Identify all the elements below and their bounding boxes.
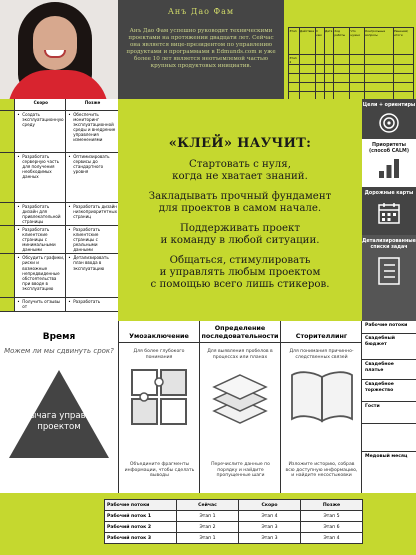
workstream-table <box>104 499 363 544</box>
list-item: • Разработать клиентские страницы с реальными данными <box>68 227 117 252</box>
list-header: Рабочие потоки <box>362 321 416 334</box>
table-header <box>0 99 15 110</box>
method-column <box>200 321 281 493</box>
table-header: Позже <box>301 500 363 511</box>
list-item: Свадебный бюджет <box>362 334 416 360</box>
target-icon <box>378 112 400 134</box>
layers-icon <box>210 367 270 427</box>
table-header: Позже <box>66 99 118 110</box>
method-purpose: Для понимания причинно-следственных связей <box>289 349 354 360</box>
priority-icon <box>377 157 401 179</box>
table-header: Контрольные вопросы <box>364 28 393 55</box>
calendar-icon <box>377 201 401 225</box>
triangle-label: Три рычага управления проектом <box>5 411 113 432</box>
method-title: Сторителлинг <box>281 321 362 343</box>
list-item: • Обеспечить мониторинг эксплуатационной среды и внедрение управления изменениями <box>68 112 117 143</box>
list-item: • Создать эксплуатационную среду <box>17 112 64 127</box>
method-action: Изложите историю, собрав всю доступную информацию, и найдите несостыковки <box>285 462 358 479</box>
table-header: Этап <box>289 28 300 55</box>
author-description: Анъ Дао Фам успешно руководит техническими проектами на протяжении двадцати лет. Сейчас она является вице-президентом по управлению продуктами и программами в Edmunds.com и уже более 10 лет является неотъемлемой частью крупных продуктовых инициатив. <box>126 28 276 69</box>
list-item: • Обсудить графики, риски и возможные непредвиденные обстоятельства при вводе в эксплуатацию <box>17 255 64 291</box>
table-header: Скоро <box>15 99 66 110</box>
list-item: • Разработать серверную часть для получения необходимых данных <box>17 154 64 179</box>
promise-item: Стартовать с нуля, когда не хватает знаний. <box>172 159 308 182</box>
list-item: • Разработать <box>68 299 117 304</box>
promise-item: Поддерживать проект и команду в любой ситуации. <box>160 223 320 246</box>
checklist-icon <box>376 256 402 286</box>
promise-item: Закладывать прочный фундамент для проектов в самом начале. <box>148 191 332 214</box>
tool-goals: Цели + ориентиры <box>362 99 416 139</box>
table-header: Что нужно <box>350 28 365 55</box>
table-row: Рабочий поток 1 Этап 1 Этап 4 Этап 5 <box>105 511 363 522</box>
now-soon-later-table <box>0 99 118 321</box>
time-question: Можем ли мы сдвинуть срок? <box>4 347 114 355</box>
method-action: Перечислите данные по порядку и найдите пропущенные шаги <box>211 462 270 479</box>
table-header: Действие <box>299 28 315 55</box>
list-item: Свадебное платье <box>362 360 416 380</box>
list-item: Гости <box>362 402 416 424</box>
author-name: Анъ Дао Фам <box>167 7 235 16</box>
analysis-methods <box>118 321 362 493</box>
time-lever <box>0 321 118 493</box>
method-purpose: Для более глубокого понимания <box>133 349 185 360</box>
promise-item: Общаться, стимулировать и управлять любым проектом с помощью всего лишь стикеров. <box>150 255 330 290</box>
tool-roadmaps: Дорожные карты <box>362 187 416 235</box>
puzzle-icon <box>129 367 189 427</box>
tool-task-lists: Детализированные списки задач <box>362 235 416 321</box>
promise-title: «КЛЕЙ» НАУЧИТ: <box>168 136 312 151</box>
list-item: Свадебное торжество <box>362 380 416 402</box>
method-column <box>119 321 200 493</box>
list-item: • Разработать дизайн низкоприоритетных страниц <box>68 204 117 219</box>
table-cell: Этап 2 <box>289 55 300 65</box>
book-icon <box>289 367 355 425</box>
method-purpose: Для выявления пробелов в процессах или планах <box>207 349 273 360</box>
author-photo <box>0 0 118 99</box>
list-item: • Детализировать план ввода в эксплуатацию <box>68 255 117 270</box>
method-action: Объедините фрагменты информации, чтобы сделать выводы <box>124 462 195 479</box>
method-title: Определение последовательности <box>200 321 280 343</box>
table-row: Рабочий поток 3 Этап 1 Этап 3 Этап 4 <box>105 533 363 544</box>
author-bio <box>118 0 284 99</box>
book-promise <box>118 99 362 321</box>
table-header: Дата <box>324 28 333 55</box>
table-header: Скоро <box>239 500 301 511</box>
table-header: Решения/итоги <box>393 28 413 55</box>
list-item: • Оптимизировать сервисы до стандартного уровня <box>68 154 117 174</box>
planning-table <box>284 0 416 99</box>
workstreams-list <box>362 321 416 493</box>
table-row: Рабочий поток 2 Этап 2 Этап 3 Этап 6 <box>105 522 363 533</box>
table-header: Сейчас <box>177 500 239 511</box>
list-item: • Разработать дизайн для привлекательной страницы <box>17 204 64 224</box>
list-item <box>362 424 416 452</box>
table-header: Рабочие потоки <box>105 500 177 511</box>
tools-sidebar <box>362 99 416 321</box>
method-column <box>281 321 362 493</box>
table-header: С кем <box>315 28 324 55</box>
list-item: • Разработать клиентские страницы с минимальными данными <box>17 227 64 252</box>
workstream-table-section <box>0 493 416 555</box>
tool-priorities: Приоритеты (способ CALM) <box>362 139 416 187</box>
list-item: Медовый месяц <box>362 452 416 493</box>
method-title: Умозаключение <box>119 321 199 343</box>
table-header: Ход работы <box>333 28 349 55</box>
list-item: • Получить отзывы от <box>17 299 64 309</box>
time-title: Время <box>42 332 76 342</box>
